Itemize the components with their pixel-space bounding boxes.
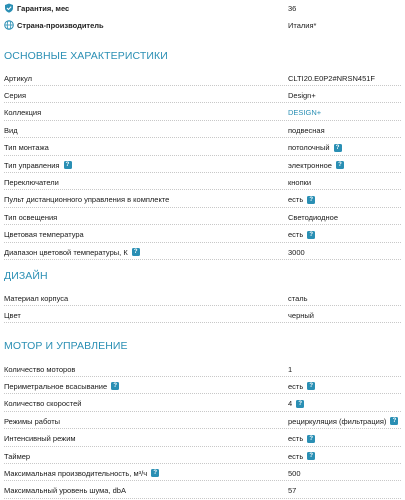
shield-check-icon xyxy=(4,3,14,13)
row-divider xyxy=(4,463,401,464)
row-divider xyxy=(4,172,401,173)
top-info-label: Гарантия, мес xyxy=(17,4,70,13)
spec-value xyxy=(288,294,308,303)
help-icon[interactable]: ? xyxy=(307,196,315,204)
spec-label xyxy=(4,486,126,495)
spec-value xyxy=(288,74,375,83)
help-icon[interactable]: ? xyxy=(390,417,398,425)
spec-value xyxy=(288,213,338,222)
spec-row xyxy=(0,209,405,225)
spec-label-text: Цвет xyxy=(4,310,21,320)
spec-value-text: сталь xyxy=(288,293,308,303)
row-divider xyxy=(4,446,401,447)
spec-label xyxy=(4,213,57,222)
spec-value xyxy=(288,161,344,170)
spec-label xyxy=(4,469,159,478)
spec-row xyxy=(0,378,405,394)
row-divider xyxy=(4,259,401,260)
spec-value xyxy=(288,230,315,239)
spec-label-text: Тип освещения xyxy=(4,212,58,222)
row-divider xyxy=(4,305,401,306)
spec-value xyxy=(288,452,315,461)
top-info-value: Италия* xyxy=(288,21,317,30)
spec-label-text: Максимальный уровень шума, dbA xyxy=(4,486,126,496)
spec-row xyxy=(0,227,405,243)
spec-label-text: Таймер xyxy=(4,451,31,461)
spec-label-text: Тип монтажа xyxy=(4,143,49,153)
spec-value xyxy=(288,126,325,135)
spec-row xyxy=(0,70,405,86)
spec-value-text: Светодиодное xyxy=(288,212,339,222)
spec-row xyxy=(0,396,405,412)
spec-label xyxy=(4,108,41,117)
spec-value xyxy=(288,178,311,187)
section-title: ДИЗАЙН xyxy=(4,270,48,282)
spec-label xyxy=(4,434,76,443)
row-divider xyxy=(4,137,401,138)
spec-value xyxy=(288,469,301,478)
spec-row xyxy=(0,413,405,429)
spec-label-text: Количество скоростей xyxy=(4,399,82,409)
help-icon[interactable]: ? xyxy=(307,231,315,239)
spec-label xyxy=(4,178,59,187)
globe-icon xyxy=(4,20,14,30)
spec-label-text: Артикул xyxy=(4,73,32,83)
row-divider xyxy=(4,480,401,481)
spec-value xyxy=(288,143,342,152)
spec-label-text: Коллекция xyxy=(4,108,42,118)
spec-label xyxy=(4,294,68,303)
help-icon[interactable]: ? xyxy=(307,452,315,460)
spec-row xyxy=(0,431,405,447)
row-divider xyxy=(4,207,401,208)
spec-label-text: Вид xyxy=(4,125,18,135)
spec-label xyxy=(4,161,72,170)
help-icon[interactable]: ? xyxy=(111,382,119,390)
row-divider xyxy=(4,120,401,121)
spec-label xyxy=(4,143,49,152)
spec-label xyxy=(4,248,140,257)
spec-value-text: есть xyxy=(288,434,304,444)
spec-value-text: черный xyxy=(288,310,314,320)
spec-value xyxy=(288,486,296,495)
spec-value xyxy=(288,399,304,408)
spec-value-text: 3000 xyxy=(288,247,305,257)
spec-value-text: Design+ xyxy=(288,90,316,100)
spec-label-text: Материал корпуса xyxy=(4,293,69,303)
spec-row xyxy=(0,465,405,481)
spec-label xyxy=(4,230,84,239)
spec-row xyxy=(0,361,405,377)
top-info-row xyxy=(0,17,405,34)
spec-label xyxy=(4,195,169,204)
spec-value-text: есть xyxy=(288,451,304,461)
help-icon[interactable]: ? xyxy=(307,435,315,443)
top-info-value: 36 xyxy=(288,4,297,13)
help-icon[interactable]: ? xyxy=(132,248,140,256)
top-info-row xyxy=(0,0,405,17)
row-divider xyxy=(4,393,401,394)
spec-value xyxy=(288,417,398,426)
spec-row xyxy=(0,105,405,121)
spec-label-text: Режимы работы xyxy=(4,416,61,426)
help-icon[interactable]: ? xyxy=(334,144,342,152)
spec-value-link[interactable]: DESIGN+ xyxy=(288,108,322,118)
spec-value-text: CLTI20.E0P2#NRSN451F xyxy=(288,73,375,83)
spec-value xyxy=(288,248,305,257)
spec-label xyxy=(4,399,81,408)
row-divider xyxy=(4,155,401,156)
spec-value xyxy=(288,365,292,374)
spec-label-text: Цветовая температура xyxy=(4,230,84,240)
top-info-label: Страна-производитель xyxy=(17,21,104,30)
row-divider xyxy=(4,242,401,243)
spec-label xyxy=(4,74,32,83)
row-divider xyxy=(4,189,401,190)
section-title: МОТОР И УПРАВЛЕНИЕ xyxy=(4,340,128,352)
help-icon[interactable]: ? xyxy=(307,382,315,390)
spec-row xyxy=(0,307,405,323)
section-title: ОСНОВНЫЕ ХАРАКТЕРИСТИКИ xyxy=(4,50,168,62)
row-divider xyxy=(4,411,401,412)
spec-label-text: Диапазон цветовой температуры, К xyxy=(4,247,128,257)
spec-row xyxy=(0,87,405,103)
spec-label-text: Тип управления xyxy=(4,160,60,170)
spec-label xyxy=(4,452,30,461)
spec-label-text: Максимальная производительность, м³/ч xyxy=(4,468,148,478)
spec-value-text: подвесная xyxy=(288,125,325,135)
spec-row xyxy=(0,140,405,156)
spec-value xyxy=(288,382,315,391)
spec-value xyxy=(288,91,316,100)
row-divider xyxy=(4,102,401,103)
spec-row xyxy=(0,483,405,499)
spec-row xyxy=(0,174,405,190)
row-divider xyxy=(4,498,401,499)
row-divider xyxy=(4,85,401,86)
spec-label xyxy=(4,91,26,100)
row-divider xyxy=(4,322,401,323)
spec-label-text: Переключатели xyxy=(4,177,59,187)
spec-value xyxy=(288,195,315,204)
row-divider xyxy=(4,376,401,377)
spec-label-text: Периметральное всасывание xyxy=(4,381,108,391)
spec-value-text: 4 xyxy=(288,399,293,409)
spec-value xyxy=(288,434,315,443)
help-icon[interactable]: ? xyxy=(336,161,344,169)
spec-row xyxy=(0,244,405,260)
spec-value-text: 500 xyxy=(288,468,301,478)
spec-label xyxy=(4,382,119,391)
spec-label xyxy=(4,126,18,135)
row-divider xyxy=(4,224,401,225)
spec-row xyxy=(0,192,405,208)
spec-value-text: электронное xyxy=(288,160,332,170)
spec-label xyxy=(4,311,21,320)
help-icon[interactable]: ? xyxy=(296,400,304,408)
row-divider xyxy=(4,428,401,429)
spec-label xyxy=(4,417,60,426)
spec-row xyxy=(0,290,405,306)
spec-label-text: Количество моторов xyxy=(4,364,76,374)
spec-label-text: Интенсивный режим xyxy=(4,434,76,444)
spec-value xyxy=(288,311,314,320)
spec-value-text: есть xyxy=(288,381,304,391)
help-icon[interactable]: ? xyxy=(151,469,159,477)
spec-row xyxy=(0,122,405,138)
spec-value-text: есть xyxy=(288,195,304,205)
spec-label-text: Серия xyxy=(4,90,27,100)
spec-value xyxy=(288,108,321,117)
spec-value-text: потолочный xyxy=(288,143,330,153)
spec-label xyxy=(4,365,75,374)
spec-row xyxy=(0,448,405,464)
spec-row xyxy=(0,157,405,173)
spec-value-text: рециркуляция (фильтрация) xyxy=(288,416,387,426)
spec-value-text: есть xyxy=(288,230,304,240)
help-icon[interactable]: ? xyxy=(64,161,72,169)
spec-value-text: 57 xyxy=(288,486,297,496)
spec-value-text: кнопки xyxy=(288,177,312,187)
spec-value-text: 1 xyxy=(288,364,293,374)
spec-label-text: Пульт дистанционного управления в комплекте xyxy=(4,195,170,205)
